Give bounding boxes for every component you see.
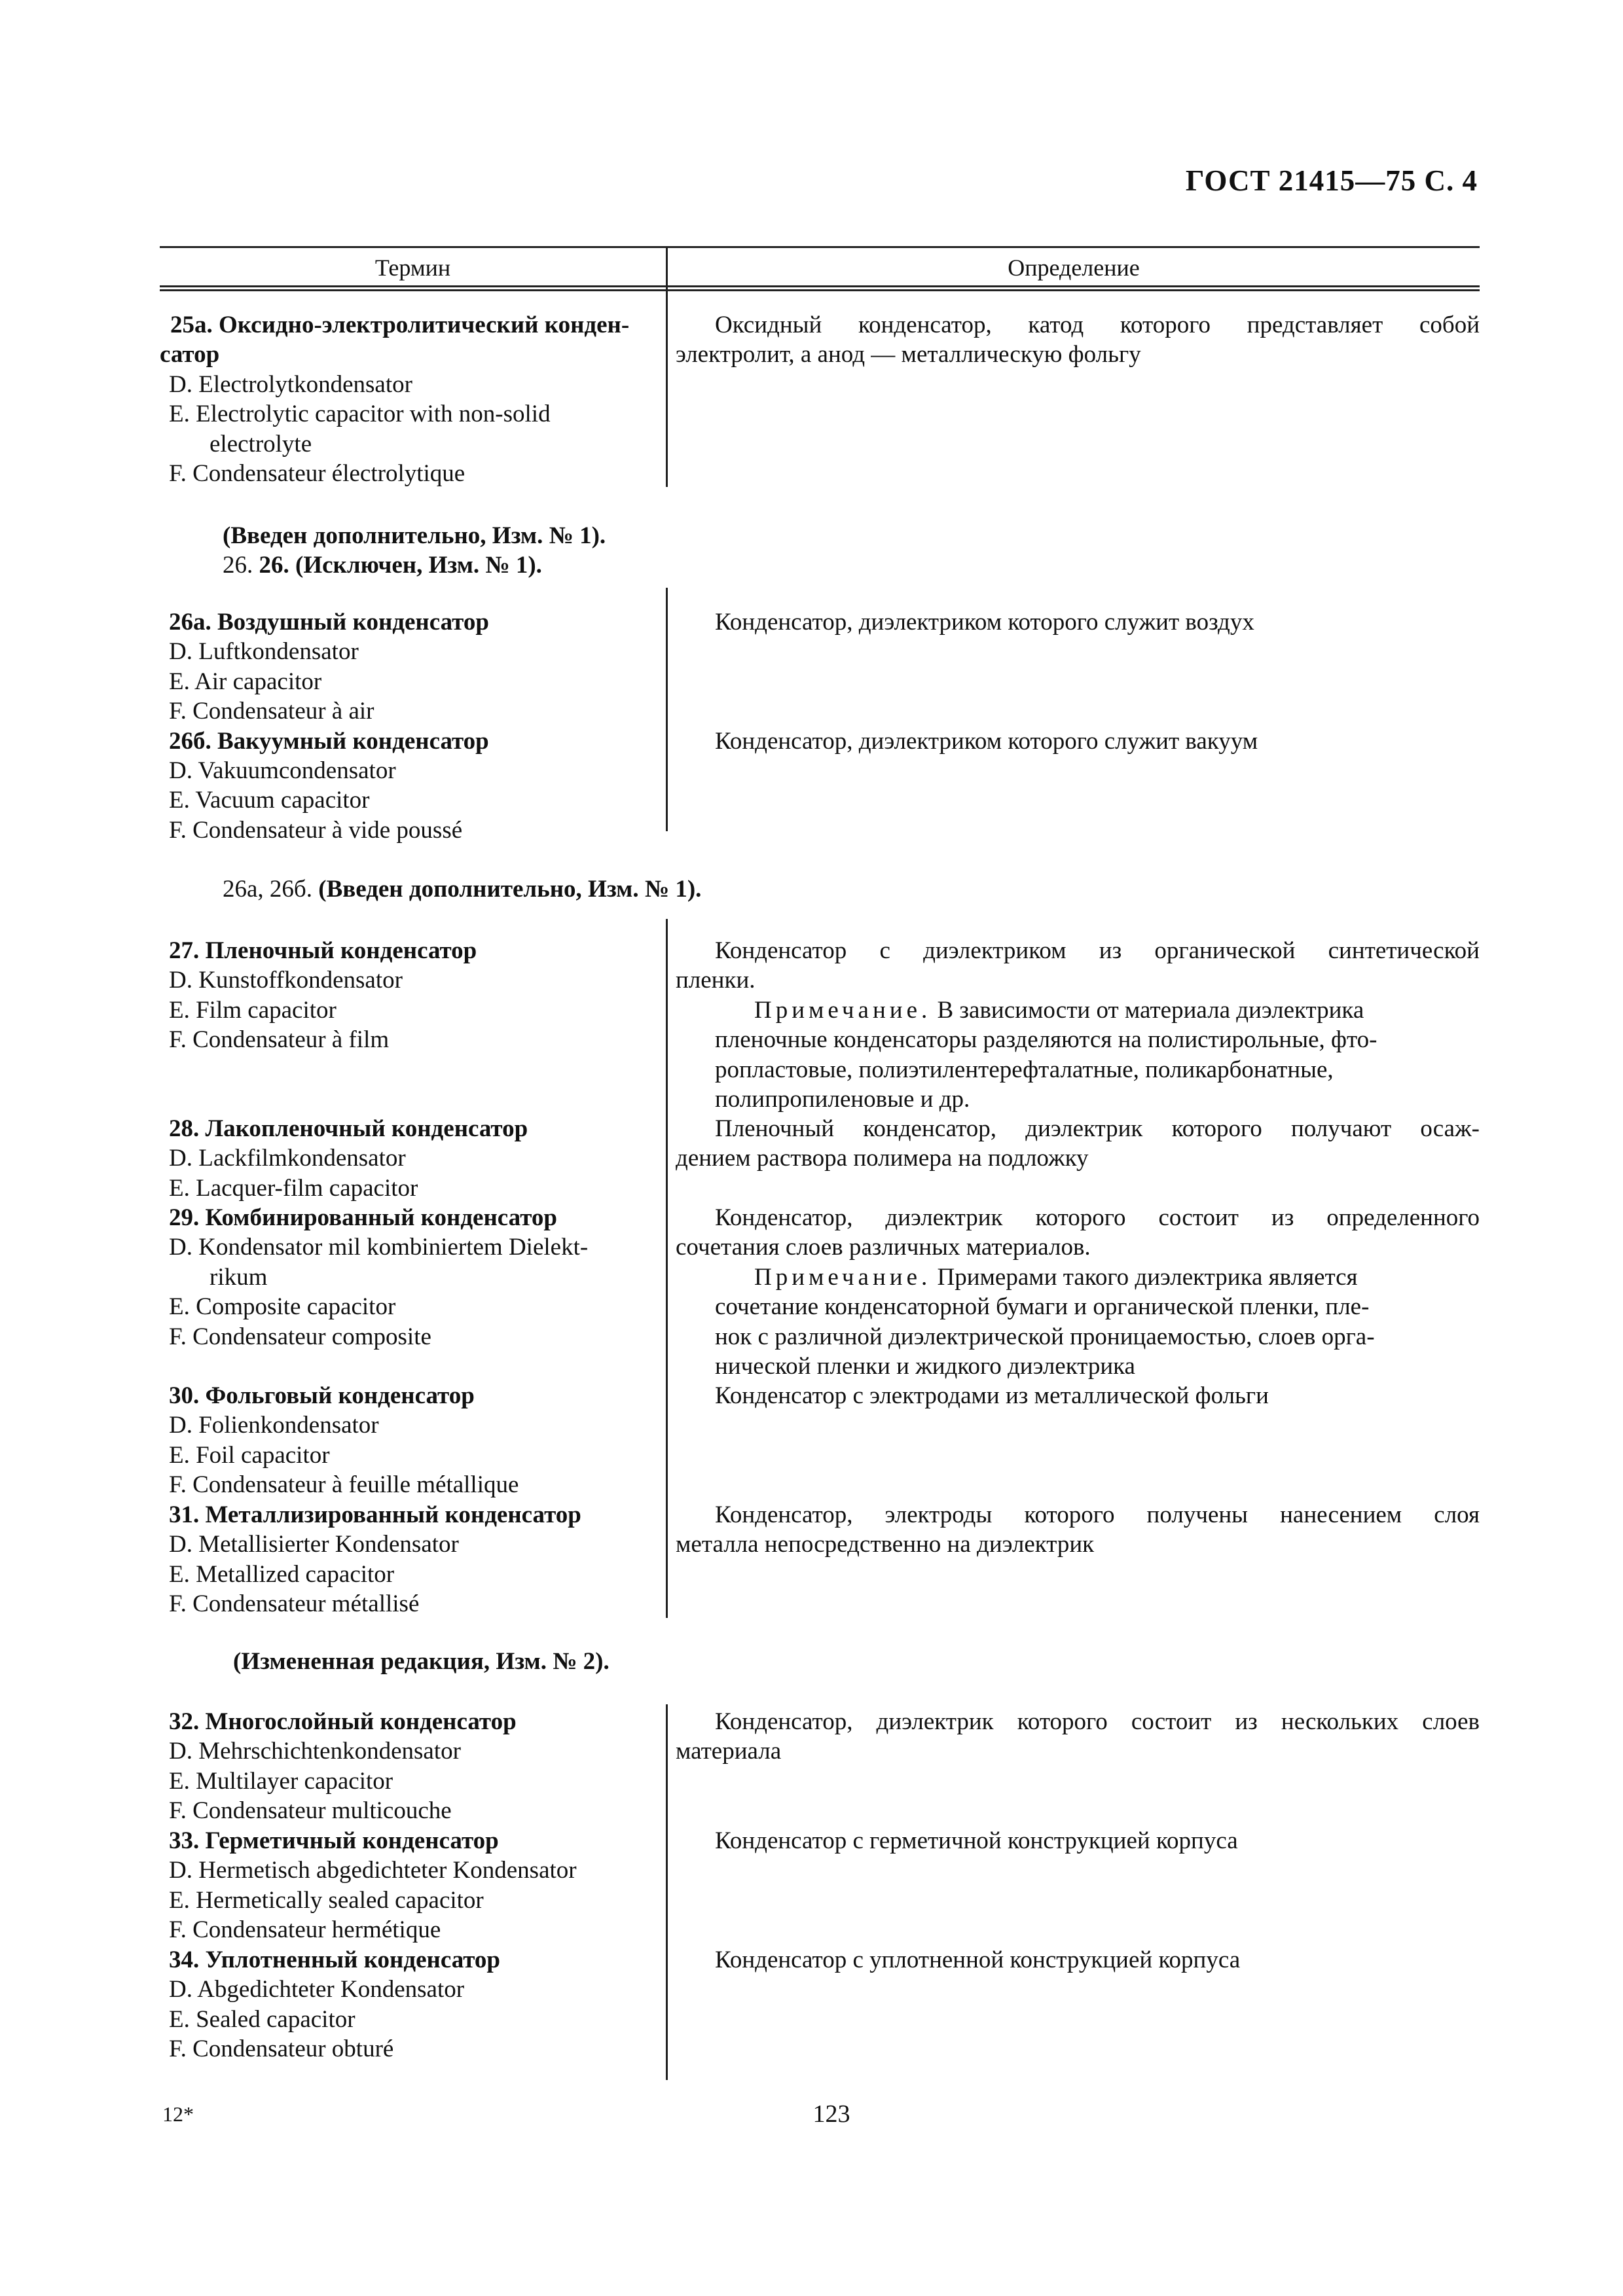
term-de: D. Kunstoffkondensator (169, 967, 403, 994)
term-entry-25a (160, 310, 630, 488)
term-de: D. Metallisierter Kondensator (169, 1531, 459, 1558)
term-en: E. Film capacitor (169, 996, 337, 1024)
page-number: 123 (812, 2100, 850, 2128)
note-line (676, 1263, 1480, 1292)
term-de: D. Hermetisch abgedichteter Kondensator (169, 1857, 577, 1884)
amendment-note (223, 874, 701, 904)
term-de: D. Kondensator mil kombiniertem Dielekt- (169, 1234, 589, 1261)
amendment-note: (Введен дополнительно, Изм. № 1). (223, 522, 606, 549)
term-entry-33 (169, 1826, 577, 1945)
definition-33: Конденсатор с герметичной конструкцией корпуса (715, 1827, 1238, 1854)
note-line: сочетание конденсаторной бумаги и органической пленки, пле- (715, 1293, 1370, 1321)
note-line: нок с различной диэлектрической проницаемостью, слоев орга- (715, 1323, 1375, 1350)
term-fr: F. Condensateur électrolytique (169, 460, 465, 488)
note-line: пленочные конденсаторы разделяются на полистирольные, фто- (715, 1026, 1377, 1054)
definition-line: Оксидный конденсатор, катод которого представляет собой (715, 312, 1480, 338)
excluded-note: 26. 26. (Исключен, Изм. № 1). (223, 552, 542, 579)
term-title: 29. Комбинированный конденсатор (169, 1204, 557, 1231)
definition-31 (676, 1500, 1480, 1560)
term-en: E. Vacuum capacitor (169, 787, 370, 814)
page-header-title: ГОСТ 21415—75 С. 4 (1185, 164, 1478, 197)
note-text: В зависимости от материала диэлектрика (931, 996, 1364, 1024)
definition-line: материала (676, 1738, 782, 1765)
term-fr: F. Condensateur obturé (169, 2036, 394, 2063)
term-title: 26а. Воздушный конденсатор (169, 609, 489, 636)
term-entry-27 (169, 936, 477, 1055)
definition-28 (676, 1114, 1480, 1174)
term-en: E. Composite capacitor (169, 1293, 396, 1321)
definition-line: сочетания слоев различных материалов. (676, 1234, 1091, 1261)
term-en: E. Metallized capacitor (169, 1560, 395, 1588)
term-title: 33. Герметичный конденсатор (169, 1827, 499, 1854)
term-entry-34 (169, 1945, 500, 2064)
term-title: 27. Пленочный конденсатор (169, 937, 477, 964)
term-entry-32 (169, 1707, 517, 1826)
term-fr: F. Condensateur à vide poussé (169, 816, 463, 844)
term-fr: F. Condensateur multicouche (169, 1797, 452, 1825)
term-en: E. Multilayer capacitor (169, 1767, 393, 1795)
term-de: D. Abgedichteter Kondensator (169, 1976, 465, 2003)
note-label: Примечание. (754, 1263, 932, 1291)
definition-27 (676, 936, 1480, 1114)
column-header-term: Термин (374, 255, 451, 281)
term-en: E. Lacquer-film capacitor (169, 1174, 418, 1202)
term-entry-31 (169, 1500, 581, 1619)
amendment-note: (Измененная редакция, Изм. № 2). (233, 1648, 610, 1675)
table-head-rule-2 (160, 289, 1480, 291)
definition-line: Конденсатор, диэлектрик которого состоит из определенного (715, 1204, 1480, 1231)
term-title: 26б. Вакуумный конденсатор (169, 727, 489, 755)
term-de: D. Lackfilmkondensator (169, 1145, 406, 1172)
definition-line: металла непосредственно на диэлектрик (676, 1531, 1095, 1558)
term-title: 31. Металлизированный конденсатор (169, 1501, 581, 1528)
term-en-cont: electrolyte (210, 430, 312, 457)
definition-26b: Конденсатор, диэлектриком которого служит вакуум (715, 728, 1258, 755)
definition-26a: Конденсатор, диэлектриком которого служит воздух (715, 609, 1254, 636)
term-de-cont: rikum (210, 1263, 268, 1291)
column-divider (666, 247, 668, 487)
term-de: D. Vakuumcondensator (169, 757, 396, 785)
definition-line: Пленочный конденсатор, диэлектрик которого получают осаж- (715, 1115, 1480, 1142)
definition-line: Конденсатор, электроды которого получены нанесением слоя (715, 1501, 1480, 1528)
term-entry-26a (169, 607, 489, 845)
term-entry-28 (169, 1114, 528, 1203)
term-fr: F. Condensateur métallisé (169, 1590, 420, 1618)
term-en: E. Sealed capacitor (169, 2005, 356, 2033)
definition-29 (676, 1203, 1480, 1381)
table-top-rule (160, 246, 1480, 248)
term-de: D. Folienkondensator (169, 1412, 379, 1439)
definition-line: электролит, а анод — металлическую фольгу (676, 341, 1141, 368)
term-en: E. Electrolytic capacitor with non-solid (169, 401, 551, 428)
term-fr: F. Condensateur composite (169, 1323, 431, 1350)
definition-line: пленки. (676, 967, 756, 994)
note-line: полипропиленовые и др. (715, 1086, 970, 1113)
term-de: D. Electrolytkondensator (169, 370, 412, 398)
column-header-definition: Определение (1008, 255, 1140, 281)
term-de: D. Mehrschichtenkondensator (169, 1738, 461, 1765)
term-de: D. Luftkondensator (169, 638, 359, 666)
term-entry-30 (169, 1381, 519, 1500)
term-title: 32. Многослойный конденсатор (169, 1708, 517, 1735)
term-en: E. Air capacitor (169, 668, 322, 695)
term-title: 34. Уплотненный конденсатор (169, 1946, 501, 1973)
term-en: E. Foil capacitor (169, 1441, 330, 1469)
note-line (676, 996, 1480, 1025)
column-divider (666, 1704, 668, 2080)
amendment-note-prefix: 26а, 26б. (223, 876, 312, 903)
definition-25a (676, 310, 1480, 370)
column-divider (666, 919, 668, 1618)
term-title: 30. Фольговый конденсатор (169, 1382, 475, 1409)
excluded-note-text: 26. (Исключен, Изм. № 1). (259, 552, 542, 579)
definition-line: Конденсатор с диэлектриком из органической синтетической (715, 937, 1480, 964)
definition-32 (676, 1707, 1480, 1767)
term-entry-29 (169, 1203, 588, 1352)
amendment-note-text: (Введен дополнительно, Изм. № 1). (318, 876, 702, 903)
term-en: E. Hermetically sealed capacitor (169, 1886, 484, 1914)
term-title: 25а. Оксидно-электролитический конден- (170, 312, 630, 338)
definition-line: дением раствора полимера на подложку (676, 1145, 1089, 1172)
note-line: нической пленки и жидкого диэлектрика (715, 1353, 1135, 1380)
definition-30: Конденсатор с электродами из металлической фольги (715, 1382, 1269, 1409)
footer-signature-mark: 12* (162, 2102, 194, 2126)
term-fr: F. Condensateur hermétique (169, 1916, 441, 1944)
term-fr: F. Condensateur à film (169, 1026, 390, 1054)
term-title: 28. Лакопленочный конденсатор (169, 1115, 528, 1142)
term-fr: F. Condensateur à feuille métallique (169, 1471, 519, 1499)
definition-34: Конденсатор с уплотненной конструкцией корпуса (715, 1946, 1241, 1973)
term-fr: F. Condensateur à air (169, 698, 374, 725)
note-text: Примерами такого диэлектрика является (931, 1263, 1358, 1291)
definition-line: Конденсатор, диэлектрик которого состоит из нескольких слоев (715, 1708, 1480, 1735)
note-line: ропластовые, полиэтилентерефталатные, поликарбонатные, (715, 1056, 1334, 1083)
column-divider (666, 588, 668, 831)
table-head-rule-1 (160, 285, 1480, 287)
term-title-cont: сатор (160, 341, 220, 368)
note-label: Примечание. (754, 996, 932, 1024)
